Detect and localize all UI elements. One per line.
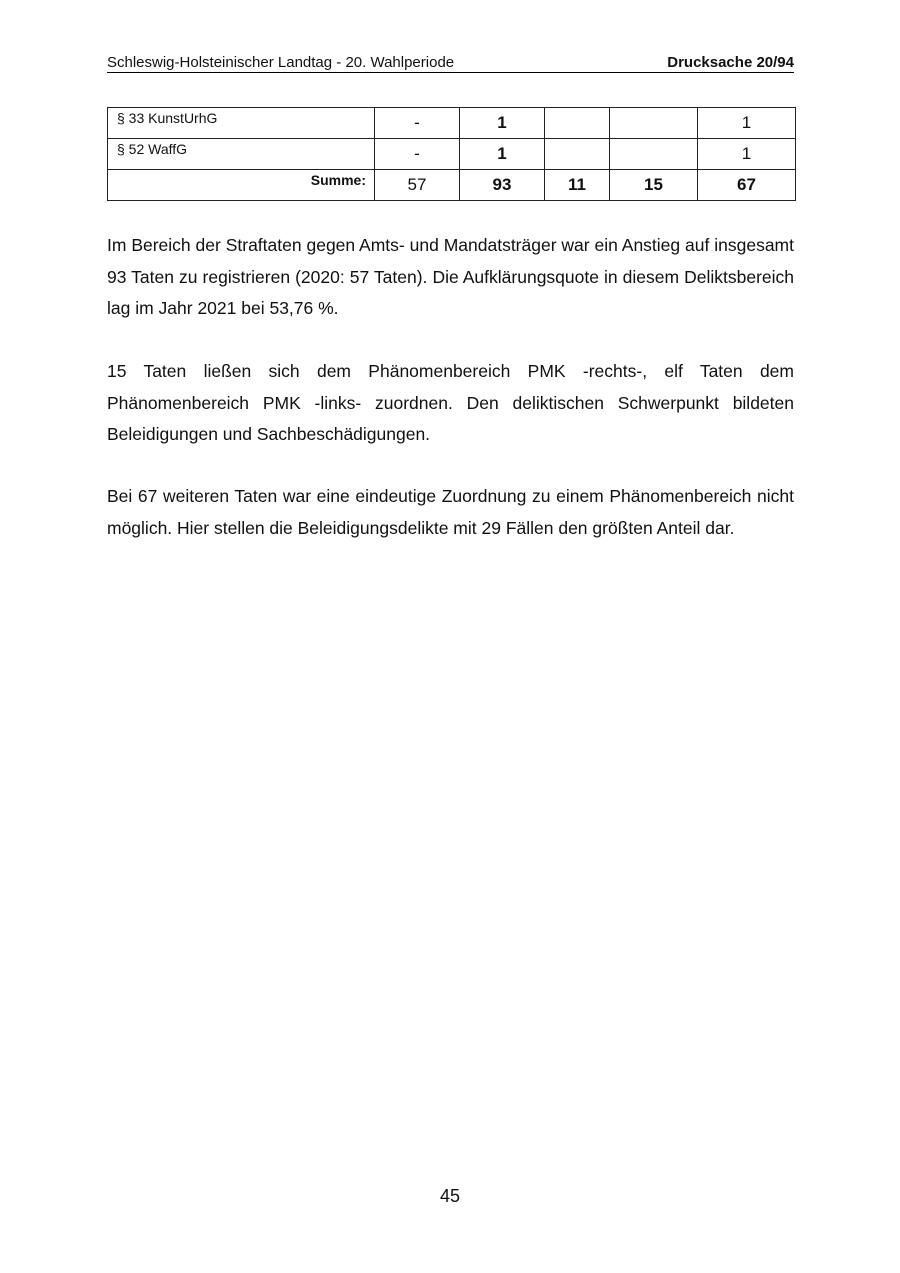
table-cell: 93 [460, 170, 545, 201]
table-cell: 67 [698, 170, 796, 201]
table-row [108, 139, 796, 170]
body-paragraph: Im Bereich der Straftaten gegen Amts- und Mandatsträger war ein Anstieg auf insgesamt 93 Taten zu registrieren (2020: 57 Taten). Die Aufklärungsquote in diesem Deliktsbereich lag im Jahr 2021 bei 53,76 %. [107, 235, 794, 318]
body-paragraph: Bei 67 weiteren Taten war eine eindeutige Zuordnung zu einem Phänomenbereich nicht möglich. Hier stellen die Beleidigungsdelikte mit 29 Fällen den größten Anteil dar. [107, 486, 794, 538]
table-cell: 1 [460, 139, 545, 170]
page-header [107, 54, 794, 73]
table-cell: 1 [460, 108, 545, 139]
header-document-number: Drucksache 20/94 [667, 54, 794, 71]
table-cell: 11 [545, 170, 610, 201]
table-cell: - [375, 139, 460, 170]
table-cell: - [375, 108, 460, 139]
table-cell [610, 139, 698, 170]
table-cell-label: § 52 WaffG [108, 139, 375, 170]
table-sum-label: Summe: [108, 170, 375, 201]
table-cell: 1 [698, 108, 796, 139]
page-number: 45 [439, 1186, 461, 1206]
table-cell: 57 [375, 170, 460, 201]
table-row [108, 108, 796, 139]
table-cell-label: § 33 KunstUrhG [108, 108, 375, 139]
body-paragraph: 15 Taten ließen sich dem Phänomenbereich PMK -rechts-, elf Taten dem Phänomenbereich PMK -links- zuordnen. Den deliktischen Schwerpunkt bildeten Beleidigungen und Sachbeschädigungen. [107, 361, 794, 444]
table-cell [545, 108, 610, 139]
table-cell: 1 [698, 139, 796, 170]
statistics-table [107, 107, 796, 201]
table-cell [545, 139, 610, 170]
table-sum-row [108, 170, 796, 201]
table-cell: 15 [610, 170, 698, 201]
header-title: Schleswig-Holsteinischer Landtag - 20. Wahlperiode [107, 54, 455, 71]
table-cell [610, 108, 698, 139]
